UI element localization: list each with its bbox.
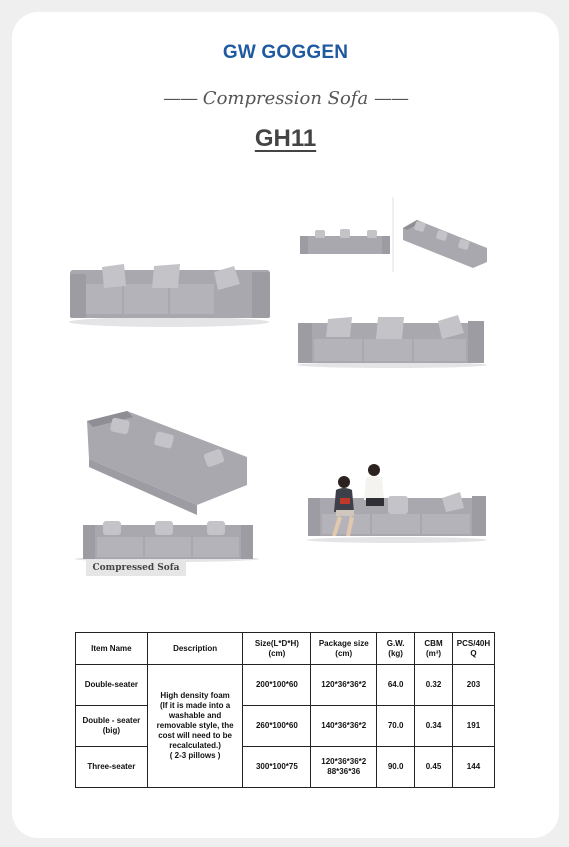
- row-cbm: 0.45: [415, 747, 453, 788]
- subtitle-dash-right: ——: [373, 88, 408, 109]
- description-cell: High density foam (If it is made into a washable and removable style, the cost will need to be recalculated.) ( 2-3 pillows ): [147, 665, 243, 788]
- brand-title: GW GOGGEN: [222, 42, 349, 63]
- row-size: 260*100*60: [243, 706, 311, 747]
- table-row: [76, 665, 495, 706]
- row-pcs: 144: [452, 747, 494, 788]
- row-gw: 90.0: [377, 747, 415, 788]
- sofa-photo-side: [292, 297, 492, 377]
- col-item-name: Item Name: [76, 633, 148, 665]
- row-pcs: 191: [452, 706, 494, 747]
- col-cbm: CBM (m³): [415, 633, 453, 665]
- row-gw: 64.0: [377, 665, 415, 706]
- row-cbm: 0.32: [415, 665, 453, 706]
- row-name: Three-seater: [76, 747, 148, 788]
- col-description: Description: [147, 633, 243, 665]
- sofa-photo-front: [62, 172, 277, 347]
- col-pcs-per-container: PCS/40H Q: [452, 633, 494, 665]
- row-gw: 70.0: [377, 706, 415, 747]
- table-row: [76, 747, 495, 788]
- subtitle-text: Compression Sofa: [202, 88, 369, 109]
- row-size: 200*100*60: [243, 665, 311, 706]
- row-package: 120*36*36*2: [311, 665, 377, 706]
- col-gross-weight: G.W. (kg): [377, 633, 415, 665]
- subtitle-dash-left: ——: [163, 88, 198, 109]
- product-card: [12, 12, 559, 838]
- table-row: [76, 706, 495, 747]
- row-size: 300*100*75: [243, 747, 311, 788]
- col-package-size: Package size (cm): [311, 633, 377, 665]
- model-number: GH11: [254, 125, 317, 152]
- row-package: 140*36*36*2: [311, 706, 377, 747]
- sofa-photo-lifestyle: [302, 452, 492, 552]
- row-pcs: 203: [452, 665, 494, 706]
- sofa-photo-thumbnails: [297, 192, 492, 282]
- spec-table: [75, 632, 495, 788]
- row-cbm: 0.34: [415, 706, 453, 747]
- table-header-row: [76, 633, 495, 665]
- row-name: Double - seater (big): [76, 706, 148, 747]
- product-subtitle: [12, 88, 559, 109]
- col-size: Size(L*D*H) (cm): [243, 633, 311, 665]
- row-package: 120*36*36*2 88*36*36: [311, 747, 377, 788]
- compressed-sofa-tag: Compressed Sofa: [86, 560, 186, 576]
- row-name: Double-seater: [76, 665, 148, 706]
